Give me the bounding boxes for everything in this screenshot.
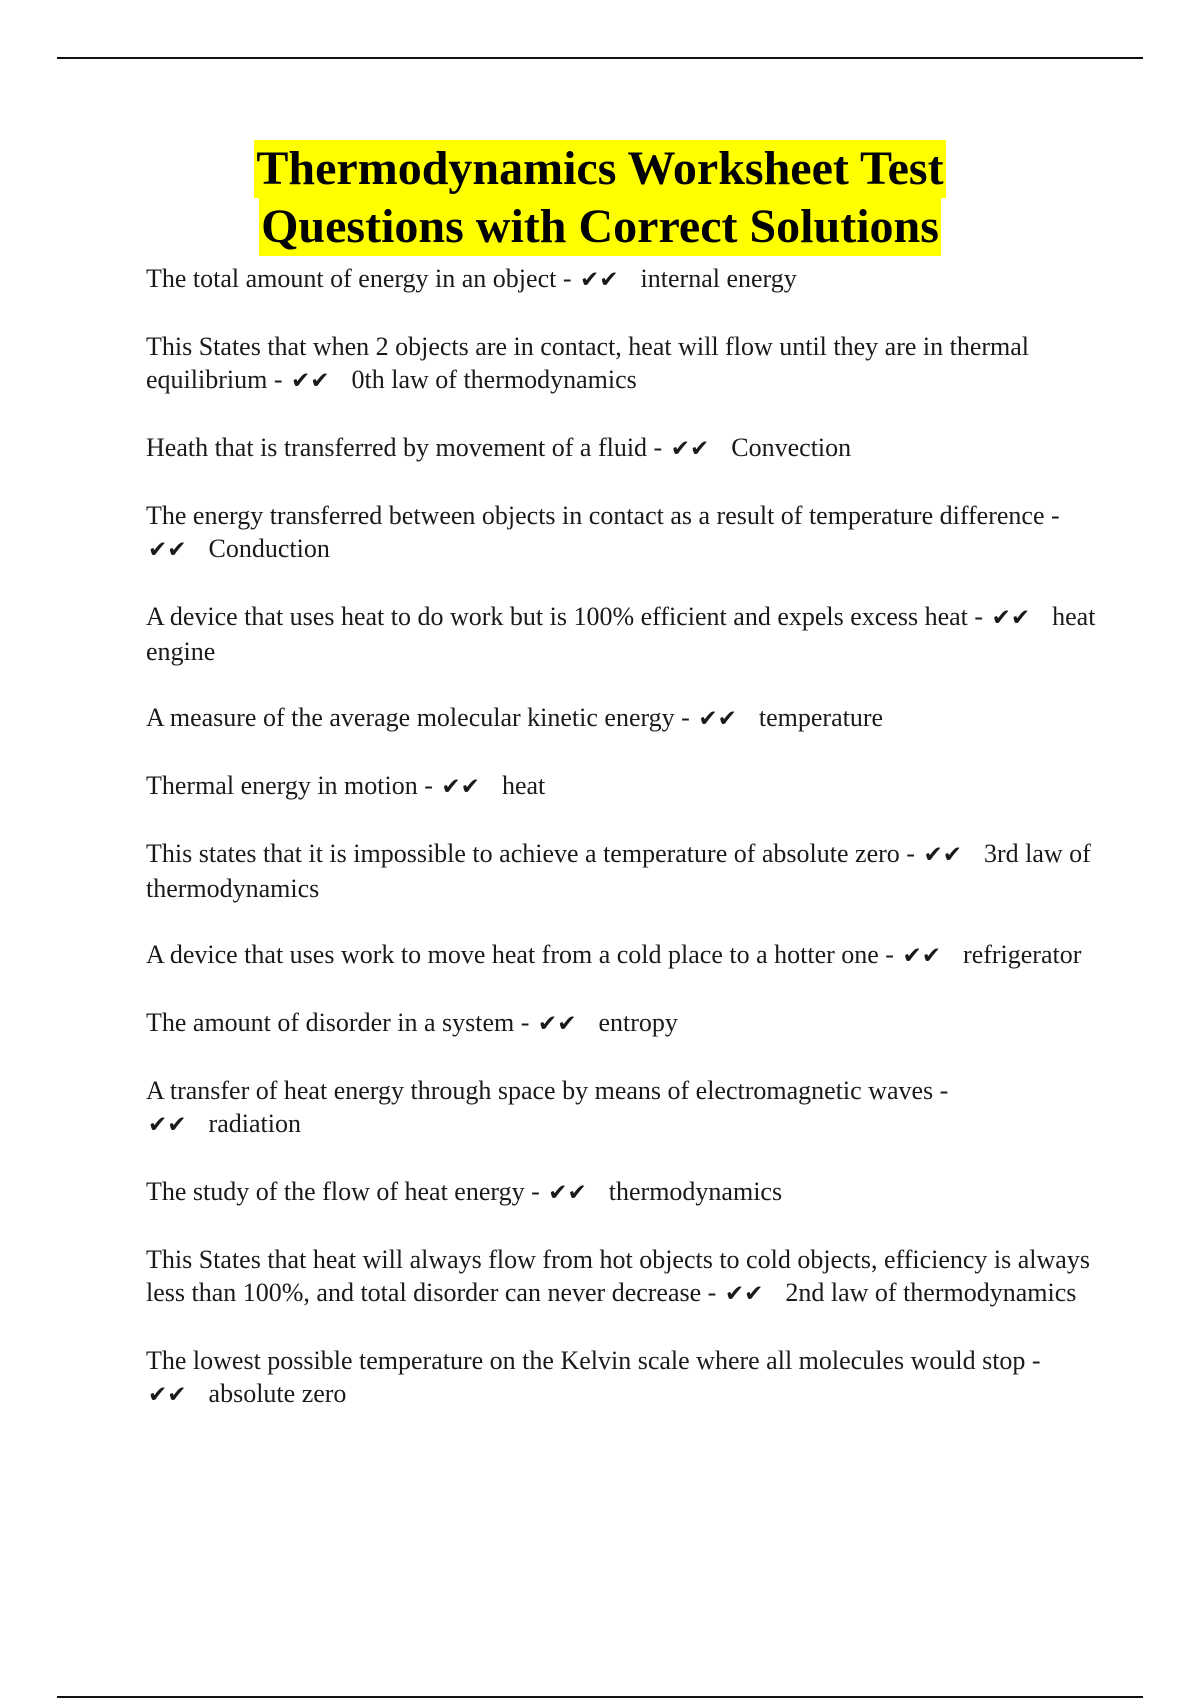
check-mark-icon: ✔✔: [148, 537, 187, 563]
question-text: A device that uses work to move heat from a cold place to a hotter one -: [146, 940, 894, 969]
top-divider: [57, 57, 1143, 59]
question-text: This States that when 2 objects are in contact, heat will flow until they are in thermal equilibrium -: [146, 332, 1030, 394]
answer-text: Convection: [731, 433, 852, 462]
qa-item: [146, 769, 1096, 804]
answer-text: radiation: [208, 1109, 301, 1138]
title-line-2: Questions with Correct Solutions: [259, 198, 941, 256]
question-text: Heath that is transferred by movement of a fluid -: [146, 433, 663, 462]
answer-text: internal energy: [640, 264, 797, 293]
question-text: A measure of the average molecular kinetic energy -: [146, 703, 690, 732]
answer-text: heat engine: [146, 602, 1096, 666]
answer-text: 3rd law of thermodynamics: [146, 839, 1091, 903]
answer-text: 0th law of thermodynamics: [351, 365, 637, 394]
answer-text: Conduction: [208, 534, 330, 563]
check-mark-icon: ✔✔: [724, 1281, 764, 1307]
qa-item: [146, 499, 1096, 567]
check-mark-icon: ✔✔: [902, 943, 942, 969]
check-mark-icon: ✔✔: [991, 605, 1031, 631]
check-mark-icon: ✔✔: [441, 774, 480, 800]
page-title: [0, 140, 1200, 256]
question-text: The lowest possible temperature on the Kelvin scale where all molecules would stop -: [146, 1346, 1041, 1375]
question-text: A transfer of heat energy through space by means of electromagnetic waves -: [146, 1076, 949, 1105]
check-mark-icon: ✔✔: [698, 706, 737, 732]
bottom-divider: [57, 1696, 1143, 1698]
question-text: The total amount of energy in an object -: [146, 264, 572, 293]
check-mark-icon: ✔✔: [537, 1011, 577, 1037]
question-text: This states that it is impossible to achieve a temperature of absolute zero -: [146, 839, 915, 868]
answer-text: thermodynamics: [608, 1177, 783, 1206]
title-line-1: Thermodynamics Worksheet Test: [254, 140, 945, 198]
answer-text: heat: [501, 771, 546, 800]
qa-item: [146, 1175, 1096, 1210]
question-text: This States that heat will always flow from hot objects to cold objects, efficiency is always less than 100%, and total disorder can never decrease -: [146, 1245, 1090, 1307]
question-text: The amount of disorder in a system -: [146, 1008, 530, 1037]
question-text: The study of the flow of heat energy -: [146, 1177, 540, 1206]
check-mark-icon: ✔✔: [670, 436, 710, 462]
qa-item: [146, 1074, 1096, 1142]
question-text: Thermal energy in motion -: [146, 771, 433, 800]
qa-item: [146, 262, 1096, 297]
answer-text: temperature: [758, 703, 884, 732]
qa-item: [146, 701, 1096, 736]
answer-text: absolute zero: [208, 1379, 347, 1408]
check-mark-icon: ✔✔: [580, 267, 619, 293]
qa-item: [146, 1344, 1096, 1412]
check-mark-icon: ✔✔: [148, 1112, 187, 1138]
answer-text: refrigerator: [963, 940, 1082, 969]
qa-item: [146, 938, 1096, 973]
check-mark-icon: ✔✔: [548, 1180, 587, 1206]
qa-item: [146, 837, 1096, 905]
check-mark-icon: ✔✔: [923, 842, 962, 868]
question-list: [146, 262, 1096, 1445]
answer-text: 2nd law of thermodynamics: [785, 1278, 1077, 1307]
qa-item: [146, 1243, 1096, 1311]
question-text: The energy transferred between objects in contact as a result of temperature difference -: [146, 501, 1060, 530]
qa-item: [146, 330, 1096, 398]
check-mark-icon: ✔✔: [148, 1382, 187, 1408]
answer-text: entropy: [598, 1008, 678, 1037]
qa-item: [146, 431, 1096, 466]
qa-item: [146, 1006, 1096, 1041]
check-mark-icon: ✔✔: [290, 368, 330, 394]
qa-item: [146, 600, 1096, 668]
question-text: A device that uses heat to do work but is 100% efficient and expels excess heat -: [146, 602, 984, 631]
